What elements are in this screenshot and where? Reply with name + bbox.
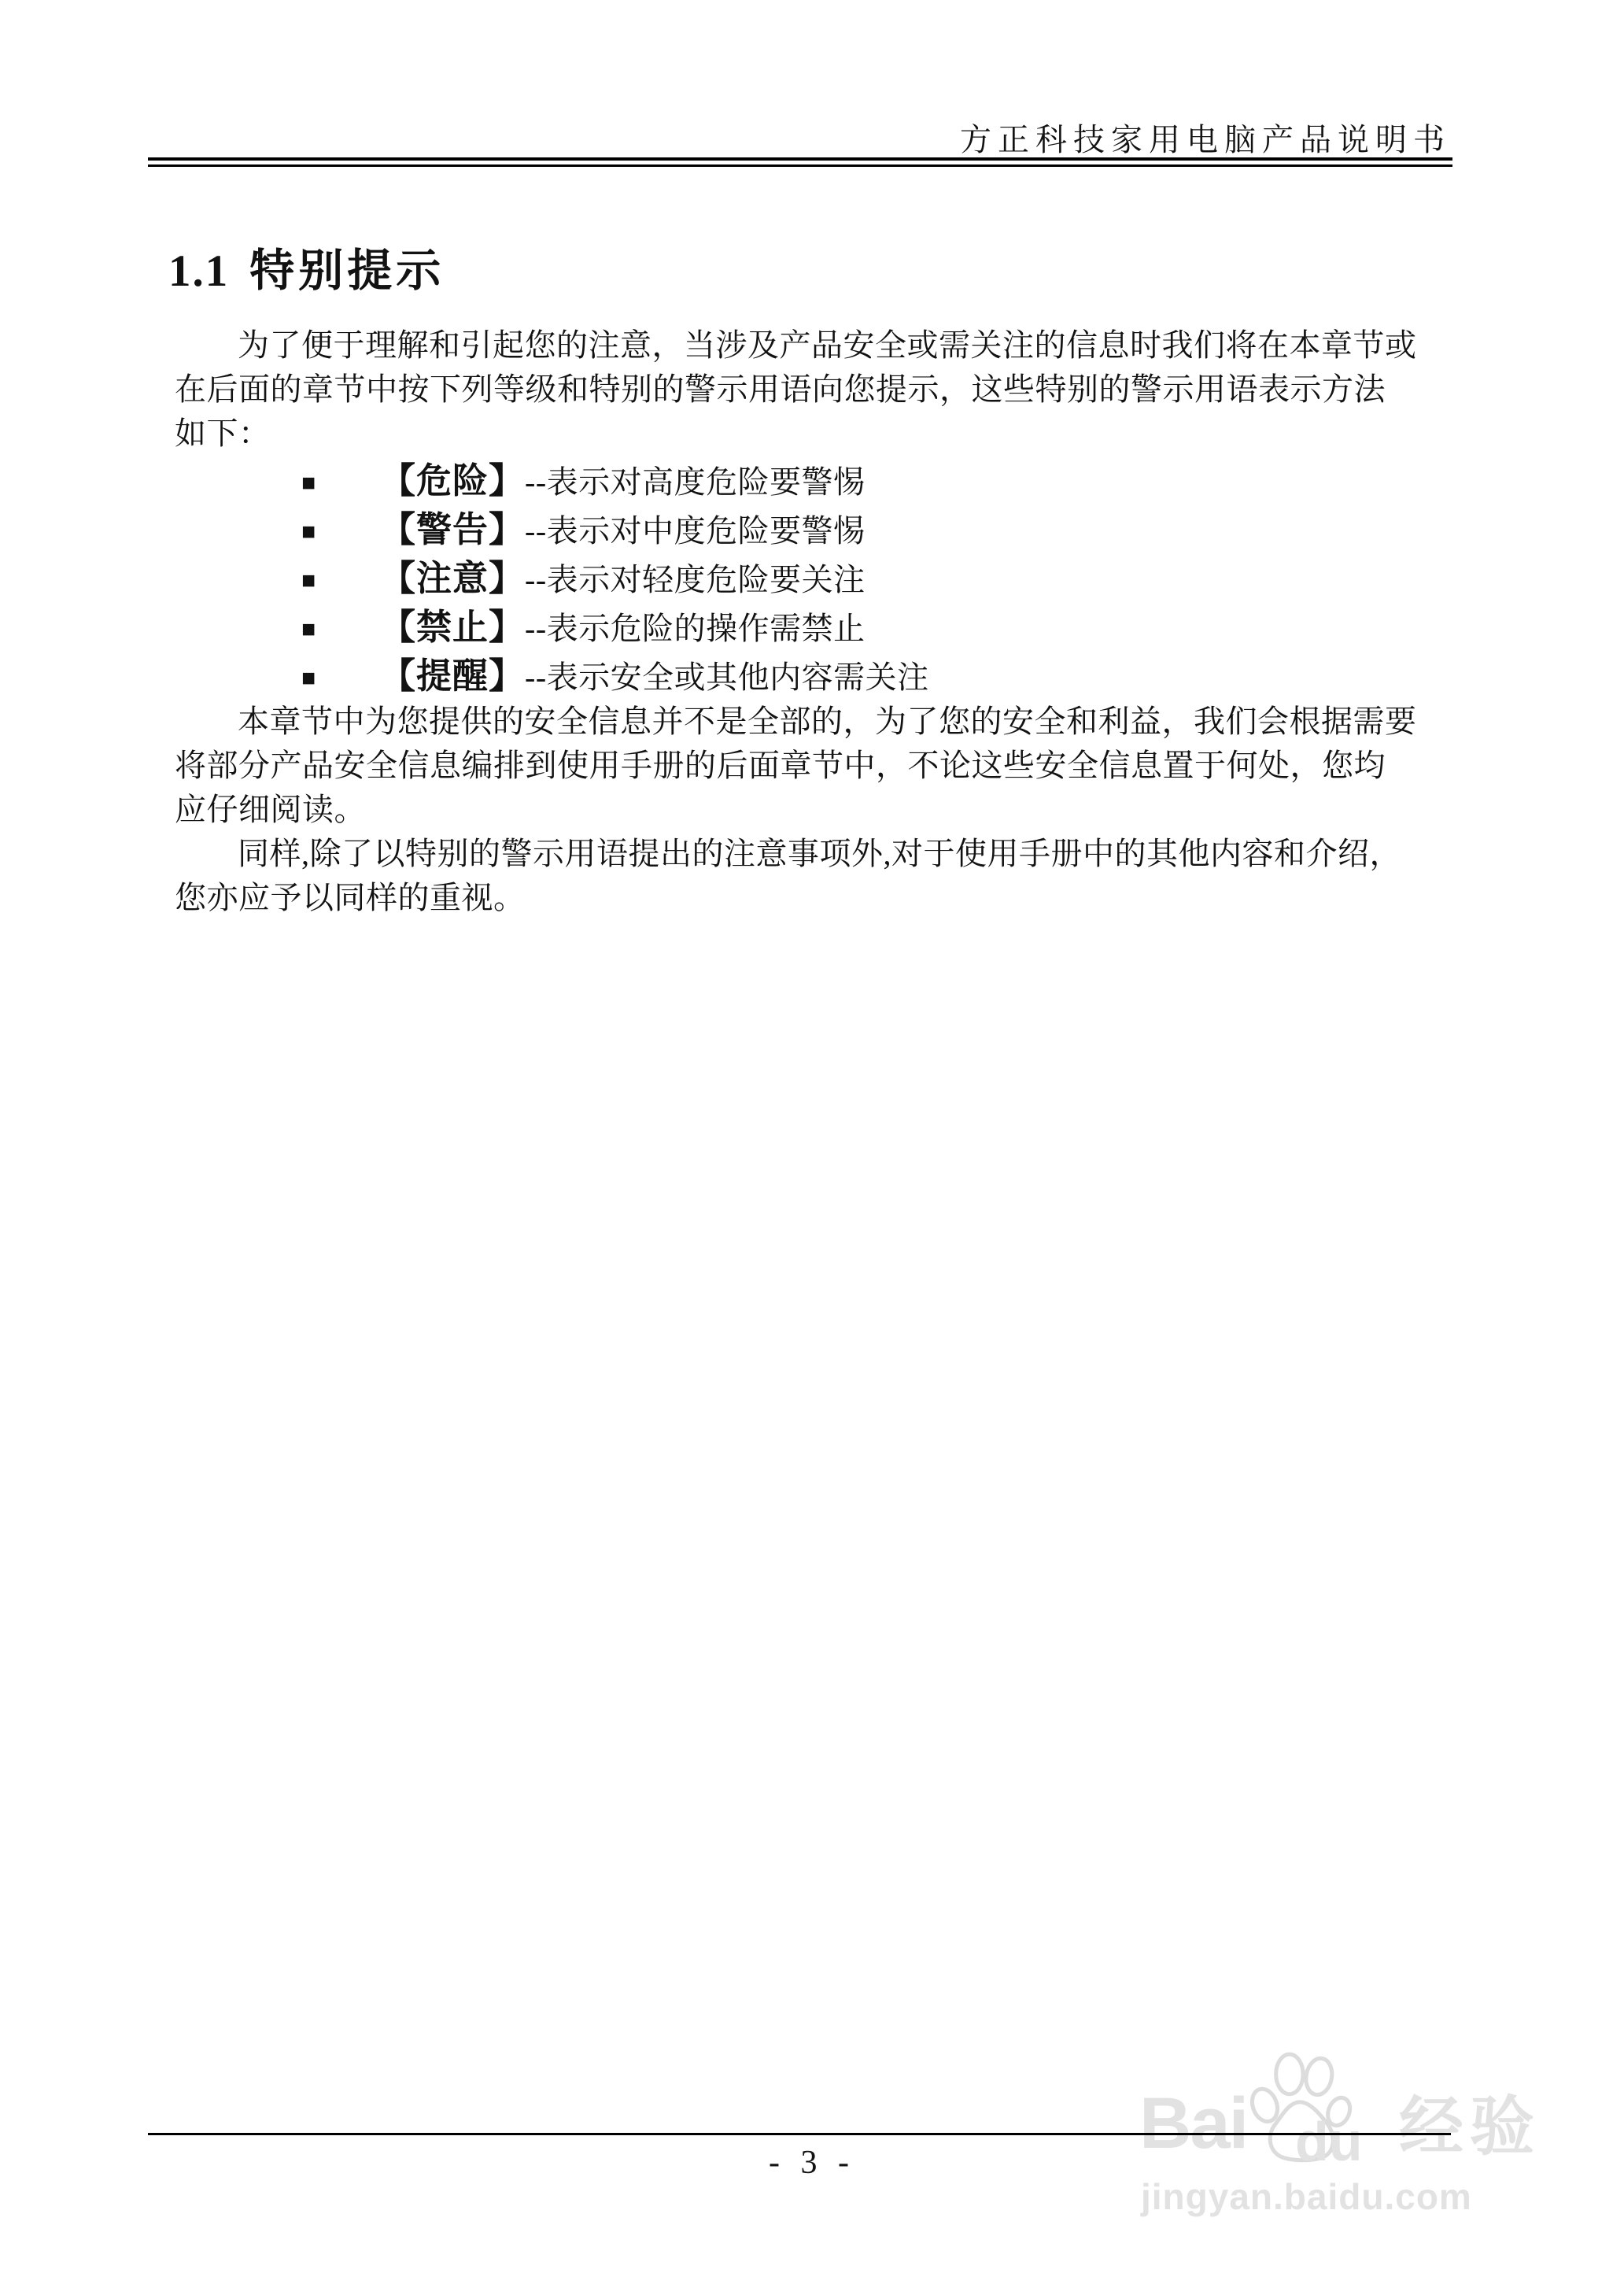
paragraph2-line1: 本章节中为您提供的安全信息并不是全部的，为了您的安全和利益，我们会根据需要: [238, 704, 1417, 739]
bullet-desc: --表示对高度危险要警惕: [525, 464, 866, 500]
bullet-square-icon: ■: [301, 616, 316, 642]
watermark-du-text: du: [1295, 2111, 1363, 2172]
bullet-item-caution: [175, 554, 1452, 603]
bullet-desc: --表示危险的操作需禁止: [525, 611, 866, 646]
bullet-square-icon: ■: [301, 519, 316, 545]
paragraph2-line3: 应仔细阅读。: [175, 792, 366, 827]
bullet-item-forbidden: [175, 603, 1452, 652]
body-text: [175, 324, 1452, 921]
running-header: [960, 115, 1451, 160]
running-header-title: 方正科技家用电脑产品说明书: [960, 122, 1451, 157]
watermark-jingyan-text: 经验: [1399, 2091, 1541, 2163]
bullet-item-warning: [175, 505, 1452, 554]
bullet-item-danger: [175, 456, 1452, 505]
paragraph1-line1: 为了便于理解和引起您的注意，当涉及产品安全或需关注的信息时我们将在本章节或: [238, 327, 1417, 363]
page-number: - 3 -: [769, 2145, 855, 2181]
bullet-term: 【警告】: [380, 509, 526, 549]
bullet-term: 【提醒】: [380, 656, 526, 696]
bullet-term: 【禁止】: [380, 607, 526, 647]
bullet-square-icon: ■: [301, 470, 316, 496]
header-double-rule: [148, 157, 1452, 167]
footer-rule: [148, 2133, 1451, 2135]
paragraph1-line2: 在后面的章节中按下列等级和特别的警示用语向您提示，这些特别的警示用语表示方法: [175, 371, 1386, 407]
bullet-square-icon: ■: [301, 567, 316, 593]
bullet-item-reminder: [175, 652, 1452, 700]
paragraph2-line2: 将部分产品安全信息编排到使用手册的后面章节中，不论这些安全信息置于何处，您均: [175, 748, 1386, 783]
watermark-bai-text: Bai: [1139, 2083, 1248, 2164]
section-title: [168, 235, 445, 299]
bullet-square-icon: ■: [301, 665, 316, 691]
section-title-text: 特别提示: [249, 246, 445, 296]
bullet-desc: --表示对轻度危险要关注: [525, 562, 866, 597]
bullet-term: 【危险】: [380, 460, 526, 501]
section-number: 1.1: [168, 246, 230, 296]
bullet-desc: --表示安全或其他内容需关注: [525, 660, 929, 695]
bullet-desc: --表示对中度危险要警惕: [525, 513, 866, 549]
paragraph3-line1: 同样,除了以特别的警示用语提出的注意事项外,对于使用手册中的其他内容和介绍，: [238, 836, 1401, 871]
paragraph3-line2: 您亦应予以同样的重视。: [175, 880, 526, 915]
watermark-url-text: jingyan.baidu.com: [1141, 2176, 1472, 2217]
paragraph1-line3: 如下：: [175, 416, 271, 451]
bullet-term: 【注意】: [380, 558, 526, 598]
